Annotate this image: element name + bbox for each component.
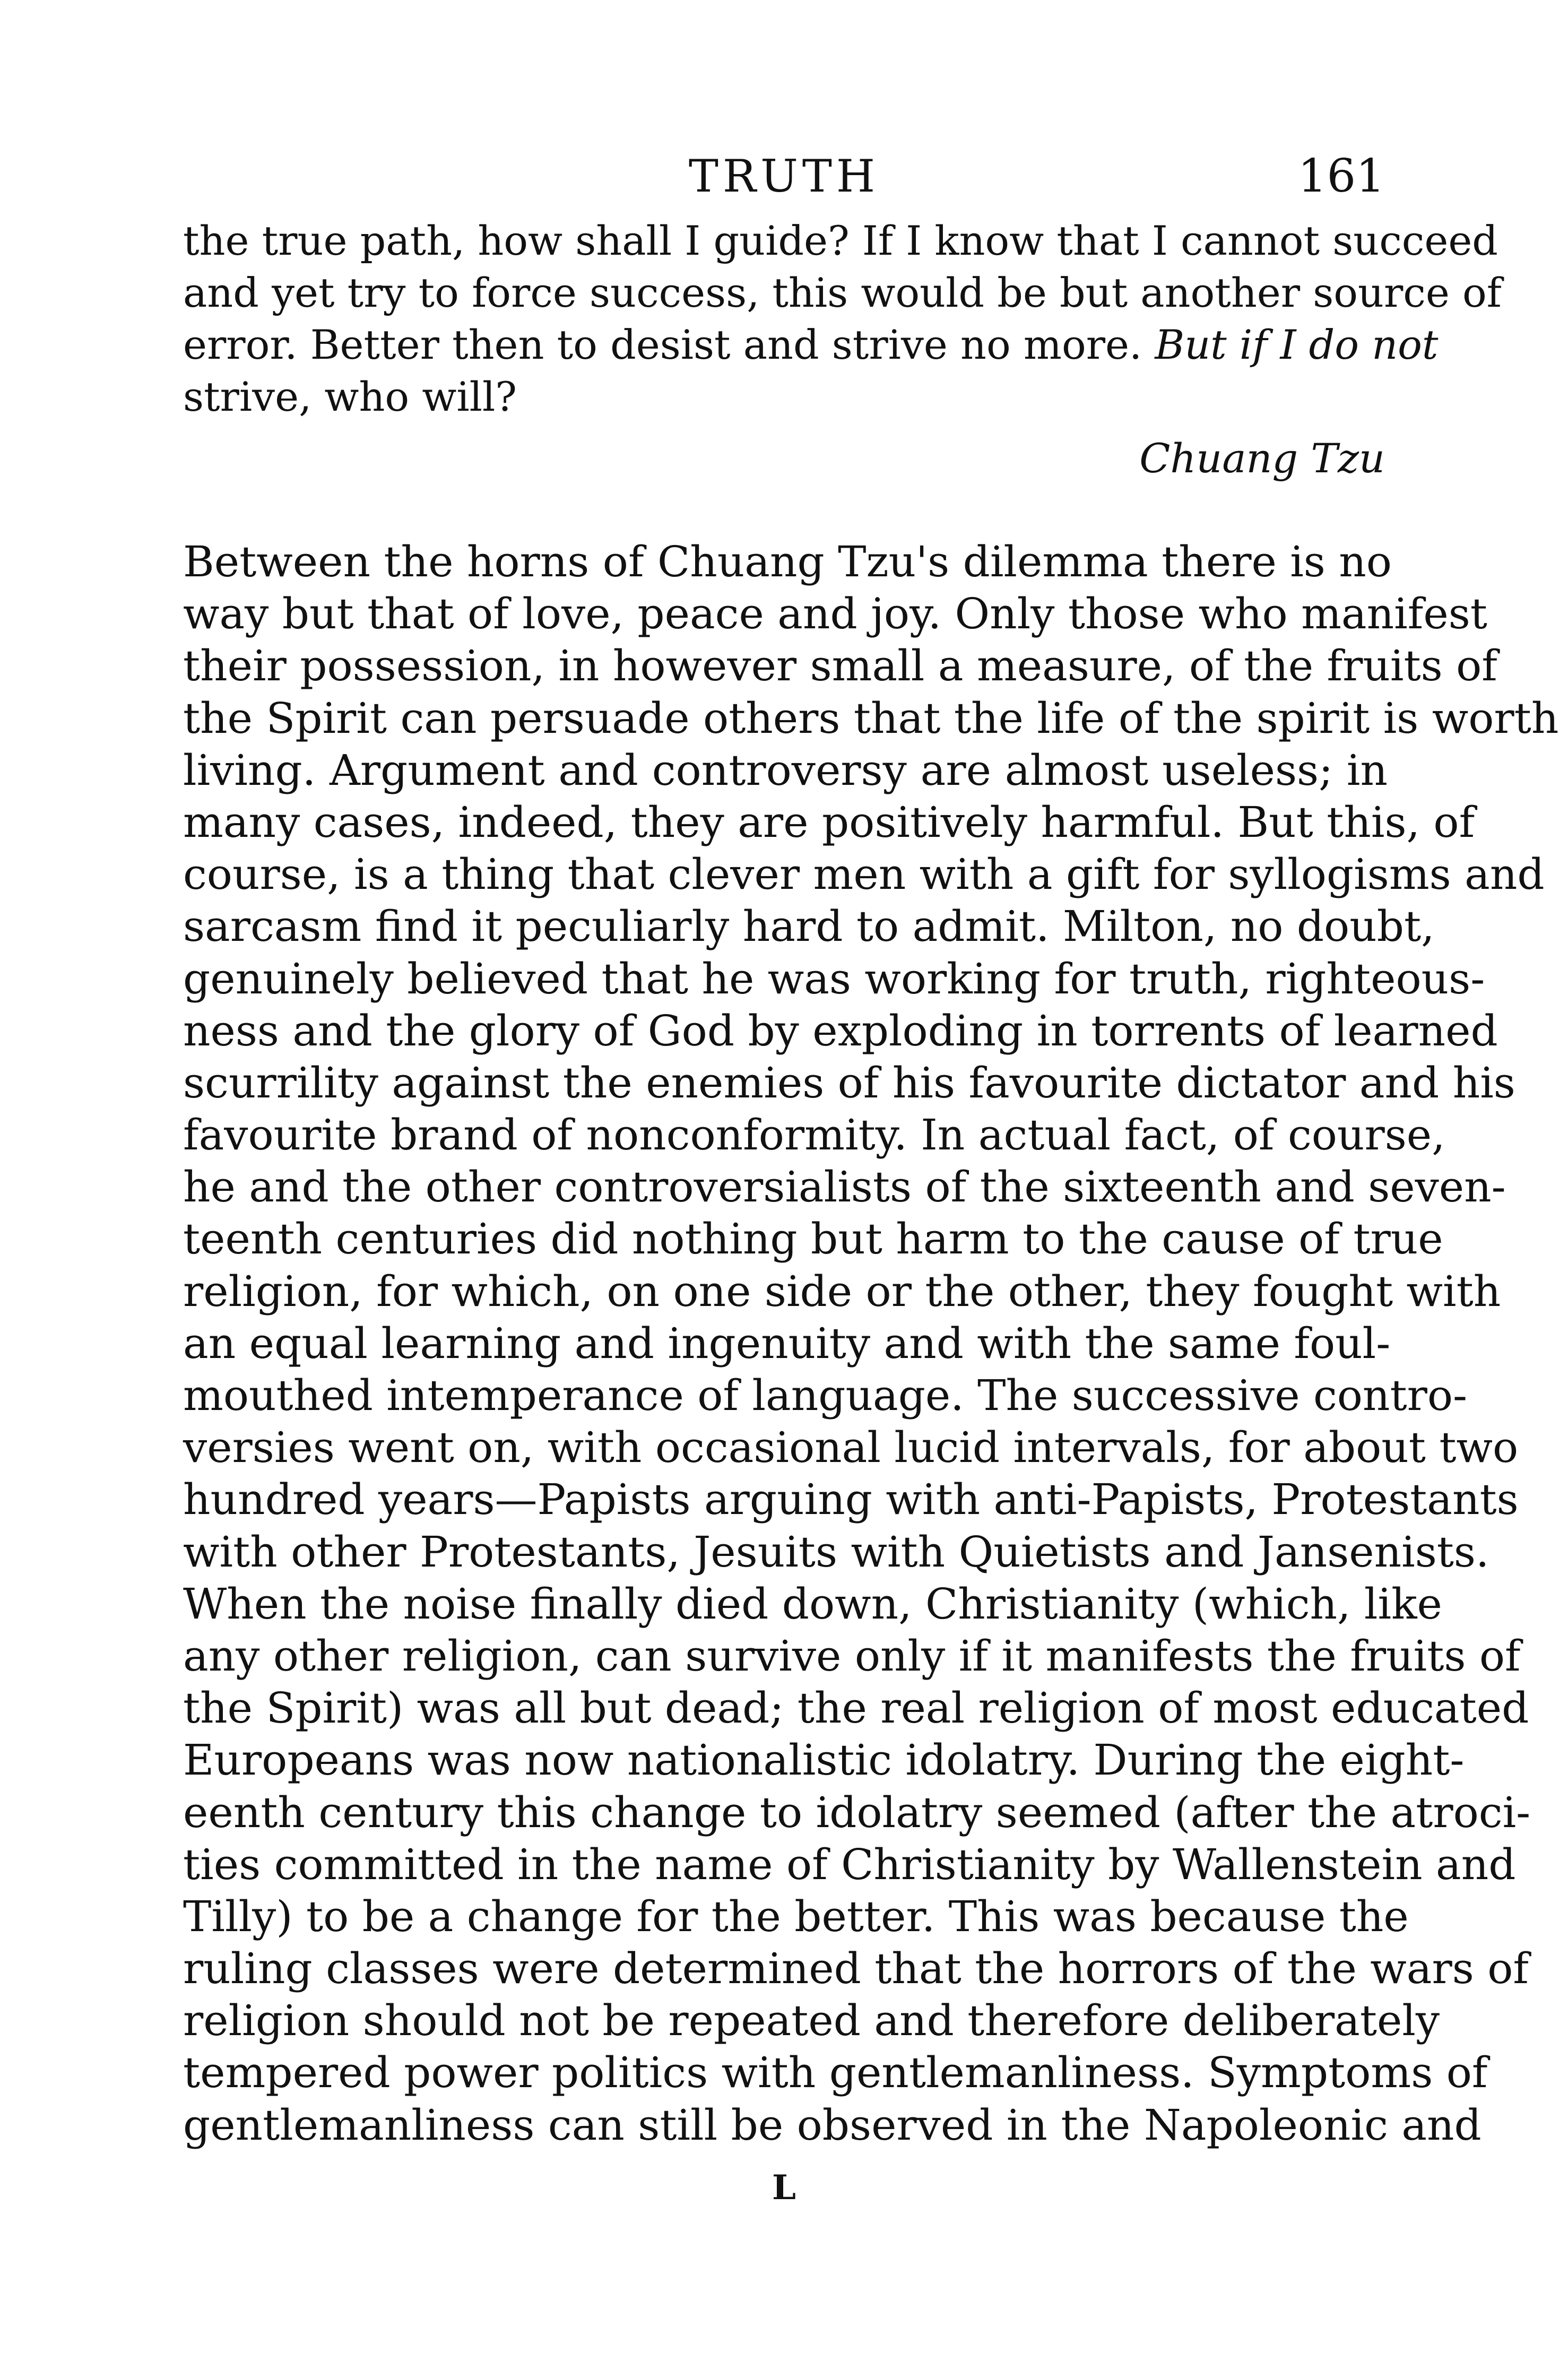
body-line: way but that of love, peace and joy. Only those who manifest (183, 589, 1487, 639)
body-line: eenth century this change to idolatry seemed (after the atroci- (183, 1787, 1531, 1837)
body-line: versies went on, with occasional lucid intervals, for about two (183, 1423, 1519, 1473)
body-line: religion, for which, on one side or the other, they fought with (183, 1266, 1501, 1316)
body-line: tempered power politics with gentlemanliness. Symptoms of (183, 2048, 1488, 2098)
body-line: with other Protestants, Jesuits with Quietists and Jansenists. (183, 1527, 1489, 1577)
page-number: 161 (1297, 150, 1385, 203)
body-line: favourite brand of nonconformity. In actual fact, of course, (183, 1110, 1445, 1160)
signature-mark: L (772, 2168, 796, 2208)
body-line: course, is a thing that clever men with a gift for syllogisms and (183, 850, 1545, 899)
body-line: Europeans was now nationalistic idolatry. During the eight- (183, 1735, 1465, 1785)
body-line: religion should not be repeated and therefore deliberately (183, 1996, 1440, 2046)
quote-line (183, 319, 1439, 371)
body-line: hundred years—Papists arguing with anti-Papists, Protestants (183, 1475, 1519, 1525)
body-line: mouthed intemperance of language. The successive contro- (183, 1371, 1468, 1420)
body-line: ness and the glory of God by exploding in torrents of learned (183, 1006, 1498, 1056)
quote-italic-tail: But if I do not (1155, 321, 1439, 368)
body-line: living. Argument and controversy are almost useless; in (183, 745, 1388, 795)
page-header (0, 144, 1568, 208)
body-line: ties committed in the name of Christianity by Wallenstein and (183, 1839, 1516, 1889)
body-line: many cases, indeed, they are positively harmful. But this, of (183, 797, 1475, 847)
body-line: their possession, in however small a measure, of the fruits of (183, 641, 1497, 691)
epigraph-quote (183, 215, 1502, 423)
body-line: the Spirit) was all but dead; the real religion of most educated (183, 1683, 1529, 1733)
body-line: teenth centuries did nothing but harm to the cause of true (183, 1214, 1443, 1264)
body-line: genuinely believed that he was working for truth, righteous- (183, 954, 1485, 1004)
body-line: ruling classes were determined that the horrors of the wars of (183, 1944, 1529, 1994)
body-line: gentlemanliness can still be observed in the Napoleonic and (183, 2100, 1482, 2150)
quote-line: the true path, how shall I guide? If I know that I cannot succeed (183, 217, 1498, 264)
quote-line: strive, who will? (183, 373, 517, 420)
body-line: any other religion, can survive only if it manifests the fruits of (183, 1631, 1521, 1681)
quote-line-text: error. Better then to desist and strive no more. (183, 321, 1142, 368)
body-line: sarcasm find it peculiarly hard to admit. Milton, no doubt, (183, 902, 1435, 952)
body-paragraph (183, 536, 1559, 2151)
quote-line: and yet try to force success, this would be but another source of (183, 269, 1502, 316)
body-line: When the noise finally died down, Christianity (which, like (183, 1579, 1442, 1629)
body-line: the Spirit can persuade others that the life of the spirit is worth (183, 693, 1559, 743)
body-line: scurrility against the enemies of his favourite dictator and his (183, 1058, 1515, 1108)
running-head: TRUTH (688, 150, 880, 202)
body-line: he and the other controversialists of the sixteenth and seven- (183, 1162, 1506, 1212)
body-line: Between the horns of Chuang Tzu's dilemma there is no (183, 537, 1392, 586)
body-line: Tilly) to be a change for the better. This was because the (183, 1891, 1409, 1941)
body-line: an equal learning and ingenuity and with the same foul- (183, 1318, 1391, 1368)
quote-attribution: Chuang Tzu (1139, 435, 1385, 482)
